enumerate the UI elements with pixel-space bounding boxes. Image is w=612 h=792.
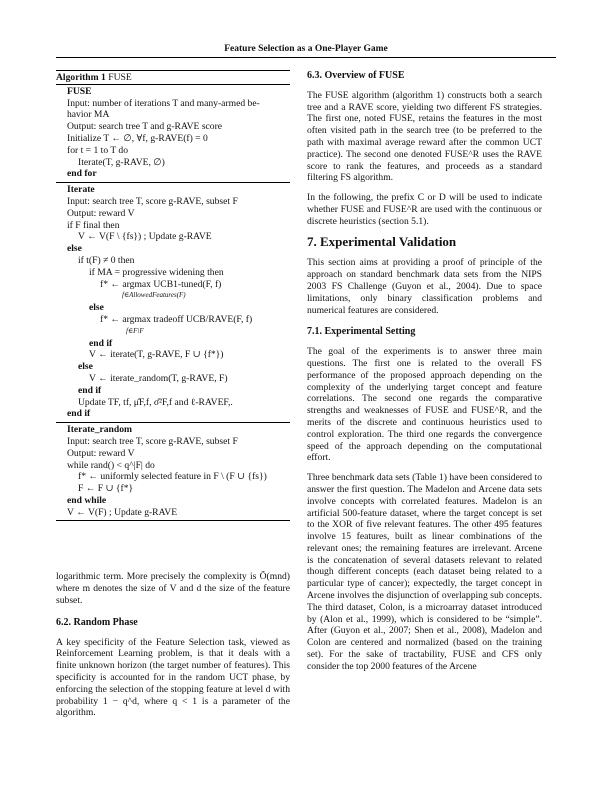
alg-line: else bbox=[89, 302, 104, 314]
alg-line: Input: search tree T, score g-RAVE, subset F bbox=[67, 435, 238, 447]
section-heading-7-1: 7.1. Experimental Setting bbox=[307, 326, 416, 338]
alg-line: f* ← argmax UCB1-tuned(F, f) bbox=[100, 278, 222, 290]
paragraph: This section aims at providing a proof of principle of the approach on standard benchmark data sets from the NIPS 2003 FS Challenge (Guyon et al., 2004). Due to space limitations, only binary classification problems and numerical features are considered. bbox=[307, 257, 542, 316]
procedure-name: Iterate_random bbox=[67, 424, 133, 436]
alg-subscript: f∈F\F bbox=[126, 326, 144, 335]
paragraph: In the following, the prefix C or D will be used to indicate whether FUSE and FUSE^R are used with the continuous or discrete heuristics (section 5.1). bbox=[307, 192, 542, 227]
paragraph: The FUSE algorithm (algorithm 1) constructs both a search tree and a RAVE score, yielding two different FS strategies. The first one, noted FUSE, retains the features in the most often visited path in the search tree (to be preferred to the path with maximal average reward after the common UCT practice). The second one denoted FUSE^R uses the RAVE score to rank the features, and proceeds as a standard filtering FS algorithm. bbox=[307, 89, 542, 184]
header-rule bbox=[56, 57, 556, 58]
section-heading-6-2: 6.2. Random Phase bbox=[56, 616, 138, 628]
alg-line: if MA = progressive widening then bbox=[89, 266, 224, 278]
section-heading-7: 7. Experimental Validation bbox=[307, 233, 457, 249]
alg-line: else bbox=[78, 361, 93, 373]
procedure-iterate-random bbox=[56, 423, 290, 520]
algorithm-number: Algorithm 1 bbox=[56, 72, 106, 83]
alg-line: havior MA bbox=[67, 109, 110, 121]
alg-line: Input: search tree T, score g-RAVE, subset F bbox=[67, 195, 238, 207]
procedure-iterate bbox=[56, 183, 290, 422]
alg-line: Update TF, tf, μ̂F,f, σ̂²F,f and ℓ-RAVEF,. bbox=[78, 396, 233, 408]
section-heading-6-3: 6.3. Overview of FUSE bbox=[307, 70, 405, 81]
algorithm-name: FUSE bbox=[108, 72, 132, 83]
right-column bbox=[307, 70, 542, 681]
algorithm-box bbox=[56, 70, 290, 521]
alg-line: end if bbox=[78, 384, 102, 396]
procedure-fuse bbox=[56, 85, 290, 182]
paragraph: The goal of the experiments is to answer three main questions. The first one is related to the overall FS performance of the proposed approach depending on the complexity of the underlying target concept and feature correlations. The second one regards the comparative strengths and weaknesses of FUSE and FUSE^R, and the merits of the discrete and continuous heuristics used to control exploration. The third one regards the convergence speed of the approach depending on the computational effort. bbox=[307, 346, 542, 464]
alg-line: Output: search tree T and g-RAVE score bbox=[67, 121, 223, 133]
alg-subscript: f∈AllowedFeatures(F) bbox=[122, 291, 186, 300]
alg-line: for t = 1 to T do bbox=[67, 144, 129, 156]
alg-line: F ← F ∪ {f*} bbox=[78, 483, 134, 495]
alg-line: f* ← argmax tradeoff UCB/RAVE(F, f) bbox=[100, 313, 253, 325]
alg-line: Iterate(T, g-RAVE, ∅) bbox=[78, 156, 165, 168]
alg-line: Output: reward V bbox=[67, 207, 135, 219]
running-header: Feature Selection as a One-Player Game bbox=[224, 44, 388, 54]
alg-line: end for bbox=[67, 168, 97, 180]
alg-line: if F final then bbox=[67, 219, 120, 231]
alg-line: if t(F) ≠ 0 then bbox=[78, 254, 135, 266]
alg-line: while rand() < q^|F| do bbox=[67, 459, 155, 471]
paragraph: Three benchmark data sets (Table 1) have been considered to answer the first question. The Madelon and Arcene data sets involve concepts with correlated features. Madelon is an artificial 500-feature dataset, where the target concept is set to the XOR of five relevant features. The other 495 features involve 15 features, built as linear combinations of the relevant ones; the remaining features are irrelevant. Arcene is the concatenation of several datasets relevant to related though different concepts (each dataset being related to a particular type of cancer); expectedly, the target concept in Arcene involves the disjunction of overlapping sub concepts. The third dataset, Colon, is a microarray dataset introduced by (Alon et al., 1999), which is considered to be “simple”. After (Guyon et al., 2007; Shen et al., 2008), Madelon and Colon are centered and normalized (based on the training set). For the sake of tractability, FUSE and CFS only consider the top 2000 features of the Arcene bbox=[307, 472, 542, 672]
alg-line: Output: reward V bbox=[67, 447, 135, 459]
alg-line: f* ← uniformly selected feature in F \ (F ∪ {fs}) bbox=[78, 471, 267, 483]
left-column bbox=[56, 70, 290, 727]
alg-line: V ← V(F \ {fs}) ; Update g-RAVE bbox=[78, 231, 212, 243]
algorithm-title bbox=[56, 71, 290, 84]
alg-line: end if bbox=[67, 408, 91, 420]
procedure-name: Iterate bbox=[67, 184, 95, 196]
alg-line: Initialize T ← ∅, ∀f, g-RAVE(f) = 0 bbox=[67, 132, 208, 144]
procedure-name: FUSE bbox=[67, 85, 92, 97]
alg-line: Input: number of iterations T and many-armed be- bbox=[67, 97, 260, 109]
paragraph: A key specificity of the Feature Selection task, viewed as Reinforcement Learning problem, is that it deals with a finite unknown horizon (the target number of features). This specificity is accounted for in the random UCT phase, by enforcing the selection of the stopping feature at level d with probability 1 − q^d, where q < 1 is a parameter of the algorithm. bbox=[56, 636, 290, 719]
alg-line: else bbox=[67, 243, 82, 255]
alg-line: V ← iterate(T, g-RAVE, F ∪ {f*}) bbox=[89, 349, 224, 361]
paragraph: logarithmic term. More precisely the complexity is Õ(mnd) where m denotes the size of V and d the size of the feature subset. bbox=[56, 571, 290, 607]
alg-line: V ← V(F) ; Update g-RAVE bbox=[67, 506, 178, 518]
alg-line: end while bbox=[67, 494, 107, 506]
alg-line: end if bbox=[89, 337, 113, 349]
alg-line: V ← iterate_random(T, g-RAVE, F) bbox=[89, 372, 228, 384]
